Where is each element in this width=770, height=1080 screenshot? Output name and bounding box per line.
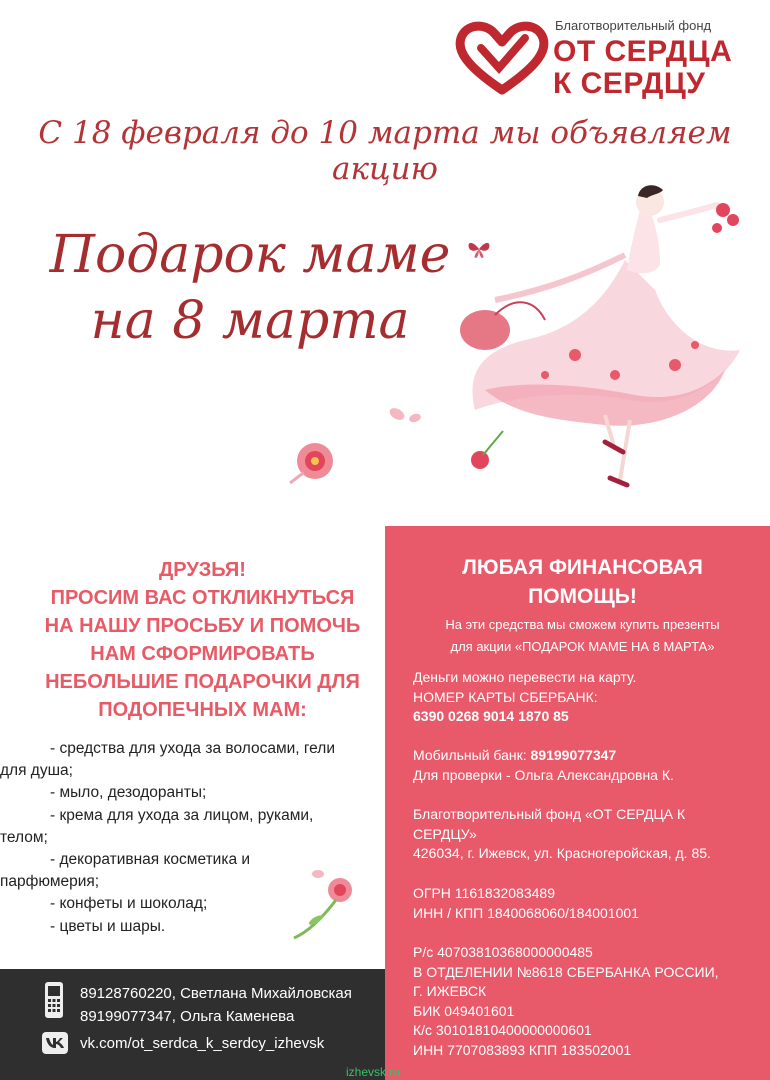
- flower-icon: [280, 435, 350, 490]
- mobile-block: [413, 746, 758, 785]
- donation-subtext: [395, 614, 770, 658]
- gift-title: [30, 222, 470, 354]
- bank-line: К/с 30101810400000000601: [413, 1022, 592, 1038]
- heart-logo-icon: [455, 20, 550, 95]
- list-item: - мыло, дезодоранты;: [50, 784, 207, 802]
- phone-icon: [42, 980, 66, 1020]
- left-heading-line: НАМ СФОРМИРОВАТЬ: [90, 643, 315, 665]
- mobile-bank: [413, 746, 758, 766]
- card-intro: Деньги можно перевести на карту.: [413, 669, 637, 685]
- bank-line: БИК 049401601: [413, 1002, 515, 1019]
- donation-heading-line: ПОМОЩЬ!: [528, 585, 637, 608]
- list-item: парфюмерия;: [0, 873, 100, 891]
- logo-line-2: К СЕРДЦУ: [553, 67, 706, 100]
- card-block: [413, 668, 758, 727]
- ogrn: ОГРН 1161832083489: [413, 885, 555, 901]
- needs-list: [0, 738, 375, 938]
- bank-line: ИНН 7707083893 КПП 183502001: [413, 1041, 632, 1058]
- contact-1: 89128760220, Светлана Михайловская: [80, 985, 352, 1002]
- flower-icon: [465, 425, 510, 475]
- card-label: НОМЕР КАРТЫ СБЕРБАНК:: [413, 688, 598, 705]
- list-item: - декоративная косметика и: [50, 851, 251, 869]
- petal-icon: [385, 400, 425, 430]
- left-heading-line: ПОДОПЕЧНЫХ МАМ:: [98, 699, 307, 721]
- mobile-label: Мобильный банк:: [413, 747, 531, 763]
- bank-line: Р/с 40703810368000000485: [413, 944, 593, 960]
- left-heading-line: ПРОСИМ ВАС ОТКЛИКНУТЬСЯ: [50, 587, 355, 609]
- card-number: 6390 0268 9014 1870 85: [413, 708, 569, 724]
- butterfly-icon: [466, 238, 492, 260]
- list-item: - цветы и шары.: [50, 917, 166, 935]
- logo-line-1: ОТ СЕРДЦА: [553, 35, 733, 68]
- fund-name-line: СЕРДЦУ»: [413, 825, 477, 842]
- mobile-number: 89199077347: [530, 747, 617, 763]
- fund-address: 426034, г. Ижевск, ул. Красногеройская, д. 85.: [413, 845, 711, 861]
- promo-heading: С 18 февраля до 10 марта мы объявляем акцию: [38, 115, 732, 187]
- watermark: izhevsk.ru: [346, 1065, 401, 1079]
- list-item: - крема для ухода за лицом, руками,: [50, 806, 314, 824]
- vk-link[interactable]: vk.com/ot_serdca_k_serdcy_izhevsk: [80, 1035, 325, 1052]
- contact-2: 89199077347, Ольга Каменева: [80, 1008, 295, 1025]
- bank-line: В ОТДЕЛЕНИИ №8618 СБЕРБАНКА РОССИИ,: [413, 963, 719, 980]
- left-heading-line: ДРУЗЬЯ!: [159, 559, 246, 581]
- donation-heading-line: ЛЮБАЯ ФИНАНСОВАЯ: [462, 556, 703, 579]
- left-heading: [20, 556, 385, 724]
- bank-line: Г. ИЖЕВСК: [413, 983, 487, 999]
- left-heading-line: НЕБОЛЬШИЕ ПОДАРОЧКИ ДЛЯ: [45, 671, 360, 693]
- list-item: телом;: [0, 828, 48, 846]
- fund-name-line: Благотворительный фонд «ОТ СЕРДЦА К: [413, 806, 686, 822]
- gift-title-line-2: на 8 марта: [90, 291, 410, 351]
- inn-kpp: ИНН / КПП 1840068060/184001001: [413, 904, 639, 921]
- donation-subtext-line: На эти средства мы сможем купить презенты: [445, 617, 720, 632]
- registration-block: [413, 884, 758, 923]
- check-line: Для проверки - Ольга Александровна К.: [413, 766, 674, 783]
- gift-title-line-1: Подарок маме: [49, 225, 451, 285]
- fund-block: [413, 805, 758, 864]
- donation-heading: [395, 553, 770, 611]
- bank-details: [413, 943, 758, 1060]
- list-item: - средства для ухода за волосами, гели: [50, 740, 335, 757]
- logo-caption: Благотворительный фонд: [555, 18, 712, 33]
- donation-subtext-line: для акции «ПОДАРОК МАМЕ НА 8 МАРТА»: [450, 639, 715, 654]
- left-heading-line: НА НАШУ ПРОСЬБУ И ПОМОЧЬ: [44, 615, 361, 637]
- list-item: для душа;: [0, 762, 73, 780]
- vk-icon[interactable]: [42, 1032, 68, 1054]
- list-item: - конфеты и шоколад;: [50, 895, 208, 913]
